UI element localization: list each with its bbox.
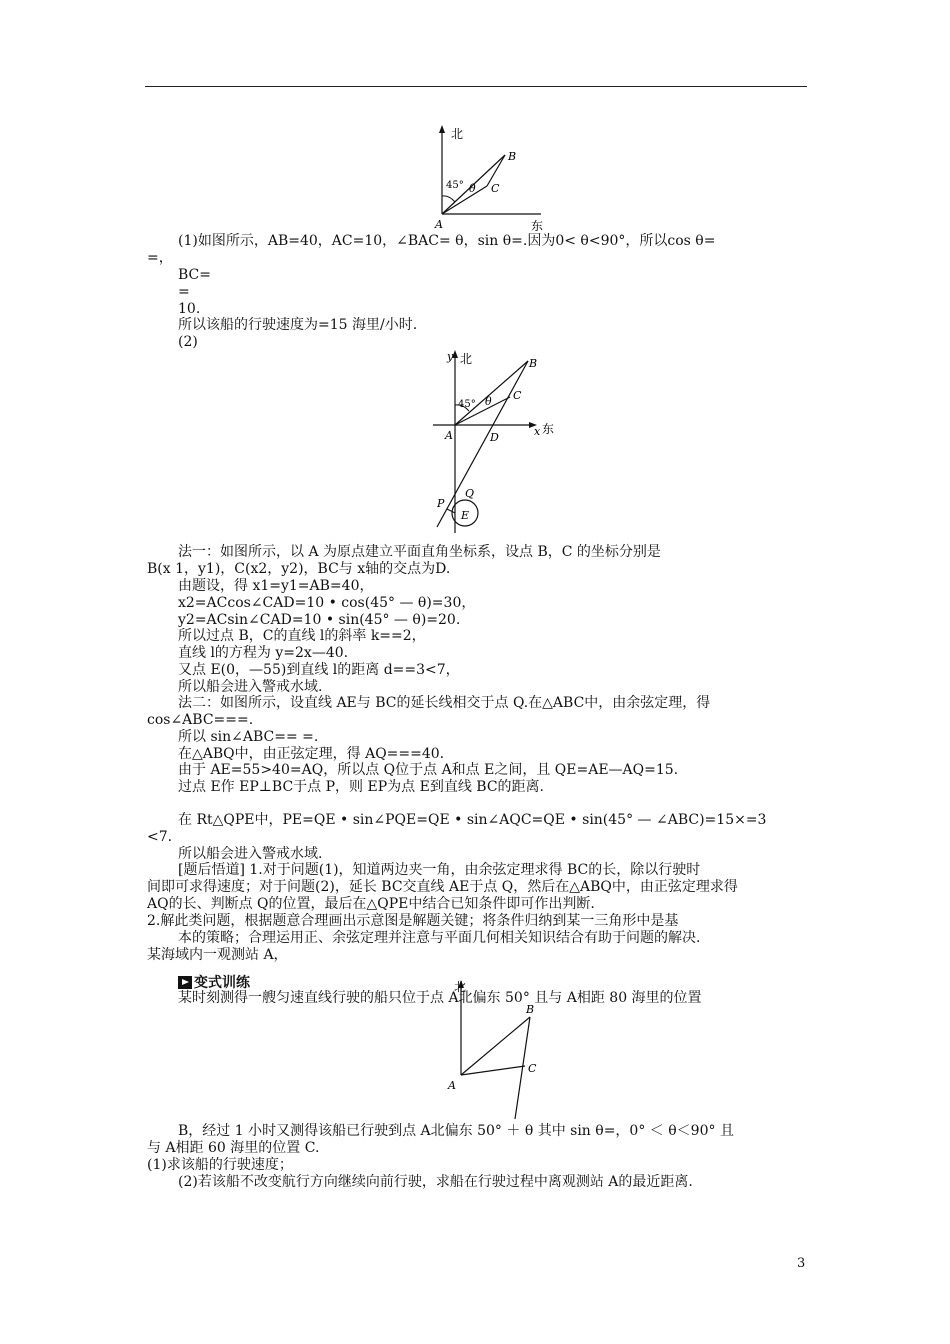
text-line: 过点 E作 EP⊥BC于点 P，则 EP为点 E到直线 BC的距离. [178, 779, 544, 795]
label-north: 北 [454, 980, 467, 994]
label-a: A [445, 429, 453, 442]
figure-2 [425, 347, 565, 537]
text-line: 直线 l的方程为 y=2x—40. [178, 645, 349, 661]
text-line: BC= [178, 267, 211, 283]
play-icon [178, 976, 192, 989]
text-line: 与 A相距 60 海里的位置 C. [147, 1140, 320, 1156]
label-y: y [447, 350, 454, 363]
label-angle: 45° [458, 399, 476, 410]
label-north: 北 [451, 127, 464, 141]
label-x: x [534, 425, 541, 438]
text-line: x2=ACcos∠CAD=10 • cos(45° — θ)=30， [178, 595, 476, 611]
text-line: B，经过 1 小时又测得该船已行驶到点 A北偏东 50° ＋ θ 其中 sin θ=，0° ＜ θ＜90° 且 [178, 1123, 734, 1139]
text-line: 2.解此类问题，根据题意合理画出示意图是解题关键；将条件归纳到某一三角形中是基 [147, 913, 679, 929]
header-rule [145, 86, 807, 87]
label-d: D [490, 431, 499, 444]
figure-1 [425, 122, 555, 234]
label-theta: θ [469, 182, 476, 195]
text-line: 由题设，得 x1=y1=AB=40， [178, 578, 374, 594]
text-line: 10. [178, 301, 201, 317]
text-line: 本的策略；合理运用正、余弦定理并注意与平面几何相关知识结合有助于问题的解决. [178, 930, 701, 946]
text-line: 由于 AE=55>40=AQ，所以点 Q位于点 A和点 E之间，且 QE=AE—AQ=15. [178, 762, 679, 778]
line-bc-extended [437, 361, 528, 527]
text-line: =， [147, 250, 173, 266]
text-line: 所以船会进入警戒水域. [178, 846, 323, 862]
label-theta: θ [485, 395, 492, 408]
text-line: AQ的长、判断点 Q的位置，最后在△QPE中结合已知条件即可作出判断. [147, 896, 595, 912]
label-b: B [529, 357, 538, 370]
text-line: 在△ABQ中，由正弦定理，得 AQ===40. [178, 746, 445, 762]
label-a: A [448, 1079, 456, 1092]
north-arrow [439, 125, 445, 133]
text-line: (1)如图所示，AB=40，AC=10，∠BAC= θ，sin θ=.因为0< θ<90°，所以cos θ= [178, 233, 716, 249]
label-a: A [435, 218, 443, 231]
label-angle: 45° [446, 180, 464, 191]
text-line: 所以过点 B，C的直线 l的斜率 k==2， [178, 628, 426, 644]
label-c: C [513, 389, 522, 402]
label-east: 东 [542, 422, 555, 436]
angle-arc [442, 196, 455, 202]
text-line: = [178, 284, 190, 300]
text-line: 所以船会进入警戒水域. [178, 679, 323, 695]
text-line: 所以该船的行驶速度为=15 海里/小时. [178, 317, 418, 333]
label-p: P [437, 497, 445, 510]
text-line: cos∠ABC===. [147, 712, 254, 728]
section-heading [178, 972, 250, 992]
text-line: <7. [147, 829, 173, 845]
label-c: C [528, 1062, 537, 1075]
label-b: B [526, 1003, 535, 1016]
label-c: C [491, 182, 500, 195]
text-line: y2=ACsin∠CAD=10 • sin(45° — θ)=20. [178, 612, 461, 628]
text-line: (1)求该船的行驶速度； [147, 1157, 293, 1173]
text-line: 某时刻测得一艘匀速直线行驶的船只位于点 A北偏东 50° 且与 A相距 80 海里的位置 [178, 990, 702, 1006]
text-line: [题后悟道] 1.对于问题(1)，知道两边夹一角，由余弦定理求得 BC的长，除以行驶时 [178, 862, 701, 878]
label-q: Q [465, 487, 475, 500]
text-line: 法二：如图所示，设直线 AE与 BC的延长线相交于点 Q.在△ABC中，由余弦定理，得 [178, 695, 711, 711]
label-b: B [508, 150, 517, 163]
text-line: B(x 1，y1)，C(x2，y2)，BC与 x轴的交点为D. [147, 561, 451, 577]
label-north: 北 [460, 352, 473, 366]
text-line: (2)若该船不改变航行方向继续向前行驶，求船在行驶过程中离观测站 A的最近距离. [178, 1174, 693, 1190]
label-e: E [461, 509, 470, 522]
label-east: 东 [531, 219, 544, 233]
text-line: 法一：如图所示，以 A 为原点建立平面直角坐标系，设点 B，C 的坐标分别是 [178, 544, 661, 560]
text-line: 又点 E(0，—55)到直线 l的距离 d==3<7， [178, 662, 460, 678]
text-line: 在 Rt△QPE中，PE=QE • sin∠PQE=QE • sin∠AQC=QE • sin(45° — ∠ABC)=15×=3 [178, 812, 767, 828]
text-line: (2) [178, 334, 198, 350]
segment-ep [447, 509, 455, 513]
text-line: 所以 sin∠ABC== =. [178, 729, 319, 745]
page-number: 3 [797, 1256, 806, 1271]
text-line: 某海域内一观测站 A， [147, 947, 288, 963]
section-heading-label: 变式训练 [194, 975, 250, 991]
text-line: 间即可求得速度；对于问题(2)，延长 BC交直线 AE于点 Q，然后在△ABQ中，由正弦定理求得 [147, 879, 738, 895]
